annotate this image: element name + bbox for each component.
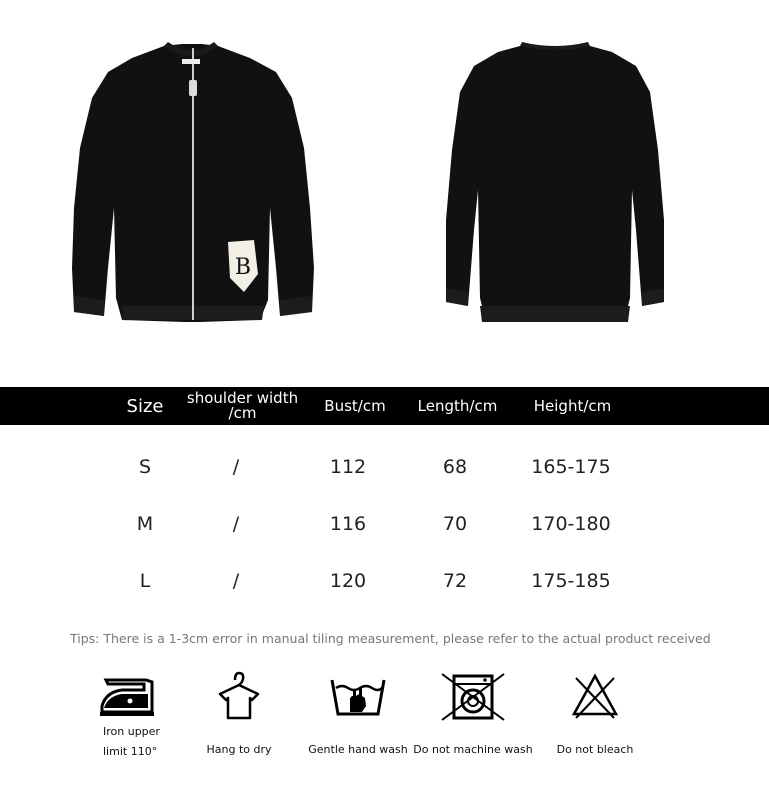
table-row bbox=[0, 509, 769, 539]
care-label-hand-wash: Gentle hand wash bbox=[308, 743, 408, 756]
care-item-hang-dry bbox=[179, 670, 299, 760]
header-height: Height/cm bbox=[533, 396, 612, 415]
iron-icon bbox=[96, 670, 158, 718]
cell-shoulder: / bbox=[232, 513, 240, 535]
jacket-back-image bbox=[438, 40, 672, 326]
cell-bust: 120 bbox=[329, 570, 367, 592]
cell-length: 70 bbox=[442, 513, 468, 535]
cell-height: 165-175 bbox=[531, 456, 611, 478]
cell-bust: 112 bbox=[329, 456, 367, 478]
product-photos bbox=[0, 0, 769, 380]
care-label-iron bbox=[67, 722, 187, 762]
care-label-no-bleach: Do not bleach bbox=[556, 743, 634, 756]
header-shoulder-line2: /cm bbox=[228, 404, 257, 422]
hand-wash-icon bbox=[328, 670, 388, 722]
care-item-no-machine-wash bbox=[413, 670, 533, 760]
cell-length: 72 bbox=[442, 570, 468, 592]
care-label-line2: limit 110° bbox=[103, 745, 158, 758]
no-bleach-icon bbox=[570, 670, 620, 720]
header-bust: Bust/cm bbox=[324, 396, 386, 415]
cell-bust: 116 bbox=[329, 513, 367, 535]
cell-size: M bbox=[136, 513, 154, 535]
cell-height: 175-185 bbox=[531, 570, 611, 592]
table-header bbox=[0, 387, 769, 425]
cell-shoulder: / bbox=[232, 456, 240, 478]
table-row bbox=[0, 452, 769, 482]
header-shoulder-width bbox=[175, 387, 310, 425]
care-label-line1: Iron upper bbox=[103, 725, 160, 738]
cell-size: S bbox=[138, 456, 152, 478]
cell-size: L bbox=[139, 570, 151, 592]
care-item-hand-wash bbox=[298, 670, 418, 760]
header-length: Length/cm bbox=[417, 396, 498, 415]
no-machine-wash-icon bbox=[438, 670, 508, 722]
cell-length: 68 bbox=[442, 456, 468, 478]
cell-shoulder: / bbox=[232, 570, 240, 592]
table-row bbox=[0, 566, 769, 596]
jacket-front-image bbox=[64, 38, 320, 328]
care-item-iron bbox=[67, 670, 187, 762]
care-label-no-machine-wash: Do not machine wash bbox=[413, 743, 533, 756]
cell-height: 170-180 bbox=[531, 513, 611, 535]
hang-dry-icon bbox=[214, 670, 264, 722]
measurement-tips: Tips: There is a 1-3cm error in manual tiling measurement, please refer to the actual product received bbox=[70, 631, 711, 646]
header-size: Size bbox=[126, 395, 164, 417]
care-label-hang-dry: Hang to dry bbox=[206, 743, 272, 756]
care-item-no-bleach bbox=[535, 670, 655, 760]
header-shoulder-line1: shoulder width bbox=[186, 389, 299, 407]
size-table bbox=[0, 387, 769, 592]
badge-letter: B bbox=[234, 255, 252, 280]
